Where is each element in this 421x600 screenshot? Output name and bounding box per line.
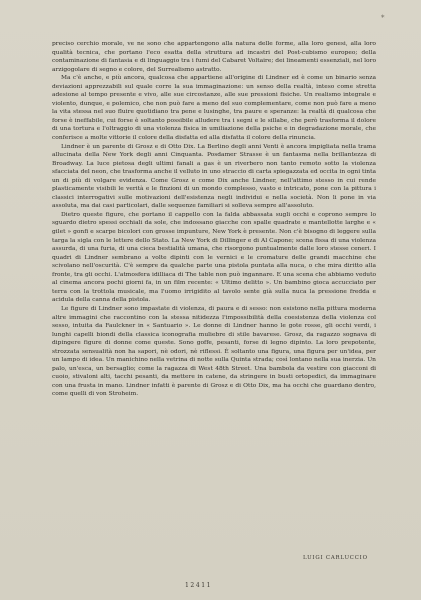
paragraph-2: Ma c'è anche, e più ancora, qualcosa che appartiene all'origine di Lindner ed è come un binario senza deviazioni apprezzabili sul quale corre la sua immaginazione: un senso della realtà, inteso come stretta adesione al tempo presente e vivo, alle sue circostanze, alle sue pressioni fisiche. Un realismo integrale e violento, dunque, e polemico, che non può fare a meno del suo complementare, come non può fare a meno la vita stessa nel suo fluire quotidiano tra pene e lusinghe, tra paure e speranze: la realtà di qualcosa che forse è ineffabile, cui forse è soltanto possibile alludere tra i segni e le sillabe, che però trasforma il dolore di una tortura e l'oltraggio di una violenza fisica in umiliazione della psiche e in degradazione morale, che conferisce a molte vittorie il colore della disfatta ed alla disfatta il colore della rinuncia. [52, 75, 376, 142]
essay-body [52, 40, 376, 399]
paragraph-5: Le figure di Lindner sono impastate di violenza, di paura e di sesso: non esistono nella pittura moderna altre immagini che raccontino con la stessa nitidezza l'impossibilità della coesistenza della violenza col sesso, intuita da Faulckner in « Santuario ». Le donne di Lindner hanno le gote rosse, gli occhi verdi, i lunghi capelli biondi della classica iconografia muliebre di stile bavarese. Grosz, da ragazzo sognava di dipingere figure di donne come queste. Sono goffe, pesanti, forse di legno dipinto. La loro prepotente, strozzata sensualità non ha sapori, nè odori, nè riflessi. È soltanto una figura, una figura per un'idea, per un lampo di idea. Un manichino nella vetrina di notte sulla Quinta strada; così lontano nella sua inerzia. Un palo, un'esca, un bersaglio; come la ragazza di West 48th Street. Una bambola da vestire con giacconi di cuoio, stivaloni alti, tacchi pesanti, da mettere in catene, da stringere in busti ortopedici, da immaginare con una frusta in mano. Lindner infatti è parente di Grosz e di Otto Dix, ma ha occhi che guardano dentro, come quelli di von Stroheim. [52, 305, 376, 398]
author-signature: LUIGI CARLUCCIO [303, 555, 368, 561]
corner-mark: * [381, 14, 385, 22]
paragraph-4: Dietro queste figure, che portano il cappello con la falda abbassata sugli occhi e coprono sempre lo sguardo dietro spessi occhiali da sole, che indossano giacche con spalle quadrate e mantellotte larghe e « gilet » gonfi e scarpe bicolori con grosse impunture, New York è presente. Non c'è bisogno di leggere sulla targa la sigla con le lettere dello Stato. La New York di Dillinger e di Al Capone; scena fissa di una violenza assurda, di una furia, di una cieca bestialità umana, che risorgono puntualmente dalle loro stesse ceneri. I quadri di Lindner sembrano a volte dipinti con le vernici e le cromature delle grandi macchine che scivolano nell'oscurità. C'è sempre da qualche parte una pistola puntata alla nuca, o che mira diritto alla fronte, tra gli occhi. L'atmosfera idilliaca di The table non può ingannare. E una scena che abbiamo veduto al cinema ancora pochi giorni fa, in un film recente: « Ultimo delitto ». Un bambino gioca accucciato per terra con la trottola musicale, ma l'uomo irrigidito al tavolo sente già sulla nuca la pressione fredda e acidula della canna della pistola. [52, 211, 376, 304]
paragraph-1: preciso cerchio morale, ve ne sono che appartengono alla natura delle forme, alla loro genesi, alla loro qualità tecnica, che portano l'eco esatta della struttura ad incastri del Post-cubismo europeo; della contaminazione di fantasia e di linguaggio tra i fumi del Cabaret Voltaire; dei lineamenti essenziali, nel loro arzigogolare di segno e colore, del Surrealismo astratto. [52, 41, 376, 73]
page-number: 12411 [185, 582, 213, 589]
paragraph-3: Lindner è un parente di Grosz e di Otto Dix. La Berlino degli anni Venti è ancora impigliata nella trama allucinata della New York degli anni Cinquanta. Posdamer Strasse è un fantasma nella brillantezza di Broadway. La luce pietosa degli ultimi fanali a gas è un riverbero non tanto remoto sotto la violenza sfacciata del neon, che trasforma anche il velluto in uno straccio di carta spiegazzata ed occita in ogni tinta un di più di volgare evidenza. Come Grosz e come Dix anche Lindner, nell'attimo stesso in cui rende plasticamente visibili le verità e le finzioni di un mondo complesso, vasto e intricato, pone con la pittura i classici interrogativi sulle motivazioni dell'esistenza negli individui e nella società. Non li pone in via assoluta, ma dai casi particolari, dalle sequenze familiari si solleva sempre all'assoluto. [52, 143, 376, 210]
